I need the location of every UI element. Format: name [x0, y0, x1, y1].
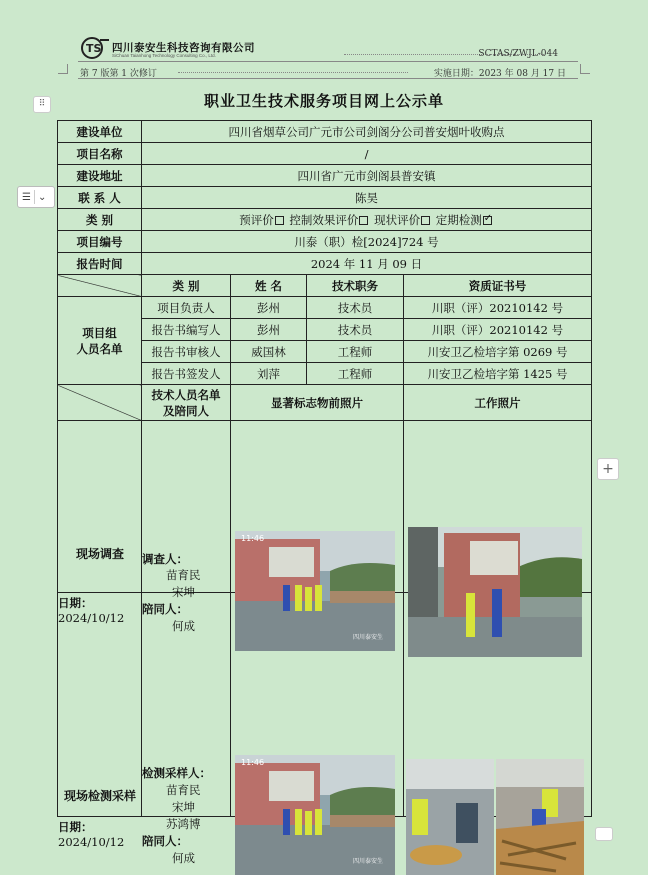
sampler-label: 检测采样人：: [142, 765, 211, 780]
survey-section: [58, 421, 142, 625]
project-no-label: 项目编号: [58, 231, 142, 253]
survey-title: 现场调查: [75, 546, 124, 561]
unit-label: 建设单位: [58, 121, 142, 143]
team-header-cert: 资质证书号: [404, 275, 592, 297]
table-drag-handle[interactable]: ⠿: [33, 96, 51, 113]
survey-staff: [142, 421, 231, 633]
divider: [78, 61, 578, 62]
page-corner-mark: [580, 64, 590, 74]
sampler-name: 苏鸿博: [166, 816, 201, 831]
photo-time: 11:46: [241, 533, 265, 543]
member-title: 工程师: [307, 363, 404, 385]
sampling-date-label: 日期：: [58, 819, 93, 834]
member-role: 报告书编写人: [142, 319, 231, 341]
survey-date: 2024/10/12: [58, 610, 125, 625]
divider: [178, 72, 408, 73]
survey-date-label: 日期：: [58, 595, 93, 610]
sampling-work-photo-1: [406, 759, 494, 875]
sampler-name: 苗育民: [166, 782, 201, 797]
member-role: 报告书签发人: [142, 363, 231, 385]
company-name: 四川泰安生科技咨询有限公司: [112, 42, 255, 54]
contact-value: 陈昊: [142, 187, 592, 209]
landmark-photo-header: 显著标志物前照片: [231, 385, 404, 421]
address-label: 建设地址: [58, 165, 142, 187]
company-logo: [80, 36, 110, 60]
member-cert: 川安卫乙检培字第 1425 号: [404, 363, 592, 385]
photo-watermark: 四川泰安生: [353, 633, 384, 641]
document-header: [78, 34, 578, 82]
paragraph-icon: ☰: [22, 191, 31, 203]
member-cert: 川职（评）20210142 号: [404, 297, 592, 319]
option-control-effect: 控制效果评价: [289, 212, 359, 227]
diagonal-cell: [58, 275, 142, 297]
project-name-label: 项目名称: [58, 143, 142, 165]
category-label: 类 别: [58, 209, 142, 231]
add-column-button[interactable]: +: [597, 458, 619, 480]
resize-handle[interactable]: [595, 827, 613, 841]
member-title: 工程师: [307, 341, 404, 363]
member-role: 报告书审核人: [142, 341, 231, 363]
unit-value: 四川省烟草公司广元市公司剑阁分公司普安烟叶收购点: [142, 121, 592, 143]
sampling-title: 现场检测采样: [63, 788, 136, 803]
project-name-value: /: [142, 143, 592, 165]
sampler-name: 宋坤: [172, 799, 195, 814]
team-header-role: 类 别: [142, 275, 231, 297]
investigator-name: 苗育民: [166, 567, 201, 582]
implement-date: 实施日期：2023 年 08 月 17 日: [433, 69, 566, 79]
company-name-en: SiChuan Taianhong Technology Consulting Co., Ltd.: [112, 53, 216, 58]
divider: [78, 78, 578, 79]
page-title: 职业卫生技术服务项目网上公示单: [203, 92, 444, 110]
member-name: 威国林: [231, 341, 307, 363]
investigator-label: 调查人：: [142, 551, 188, 566]
edition-text: 第 7 版第 1 次修订: [80, 69, 157, 79]
block-insert-button[interactable]: [17, 186, 55, 208]
option-status-evaluation: 现状评价: [374, 212, 421, 227]
member-cert: 川职（评）20210142 号: [404, 319, 592, 341]
companion-label: 陪同人：: [142, 833, 188, 848]
sampling-work-photo-2: [496, 759, 584, 875]
member-name: 彭州: [231, 319, 307, 341]
team-label: 项目组 人员名单: [58, 297, 142, 385]
checkbox-control-effect[interactable]: [359, 216, 368, 225]
contact-label: 联 系 人: [58, 187, 142, 209]
page-corner-mark: [58, 64, 68, 74]
photo-time: 11:46: [241, 757, 265, 767]
project-no-value: 川泰（职）检[2024]724 号: [142, 231, 592, 253]
option-pre-evaluation: 预评价: [239, 212, 274, 227]
member-name: 刘萍: [231, 363, 307, 385]
survey-work-photo: [408, 527, 582, 657]
svg-text:TS: TS: [86, 42, 102, 55]
sampling-section: [58, 593, 142, 849]
sampling-landmark-photo: [235, 755, 395, 875]
team-header-name: 姓 名: [231, 275, 307, 297]
option-periodic-test: 定期检测: [435, 212, 482, 227]
investigator-name: 宋坤: [172, 584, 195, 599]
address-value: 四川省广元市剑阁县普安镇: [142, 165, 592, 187]
companion-label: 陪同人：: [142, 601, 188, 616]
member-role: 项目负责人: [142, 297, 231, 319]
disclosure-table: [57, 120, 592, 865]
survey-work-photo-cell: [404, 421, 592, 593]
category-options: [142, 209, 592, 231]
photo-watermark: 四川泰安生: [353, 857, 384, 865]
member-cert: 川安卫乙检培字第 0269 号: [404, 341, 592, 363]
staff-header: 技术人员名单 及陪同人: [142, 385, 231, 421]
checkbox-status-evaluation[interactable]: [421, 216, 430, 225]
diagonal-cell: [58, 385, 142, 421]
work-photo-header: 工作照片: [404, 385, 592, 421]
companion-name: 何成: [172, 850, 195, 865]
report-time-label: 报告时间: [58, 253, 142, 275]
survey-landmark-photo-cell: [231, 421, 404, 641]
sampling-date: 2024/10/12: [58, 834, 125, 849]
member-title: 技术员: [307, 319, 404, 341]
document-code: SCTAS/ZWJL-044: [478, 49, 558, 59]
report-time-value: 2024 年 11 月 09 日: [142, 253, 592, 275]
member-name: 彭州: [231, 297, 307, 319]
survey-landmark-photo: [235, 531, 395, 651]
chevron-down-icon: ⌄: [37, 191, 47, 203]
checkbox-periodic-test[interactable]: [483, 216, 492, 225]
checkbox-pre-evaluation[interactable]: [275, 216, 284, 225]
member-title: 技术员: [307, 297, 404, 319]
team-header-title: 技术职务: [307, 275, 404, 297]
companion-name: 何成: [172, 618, 195, 633]
